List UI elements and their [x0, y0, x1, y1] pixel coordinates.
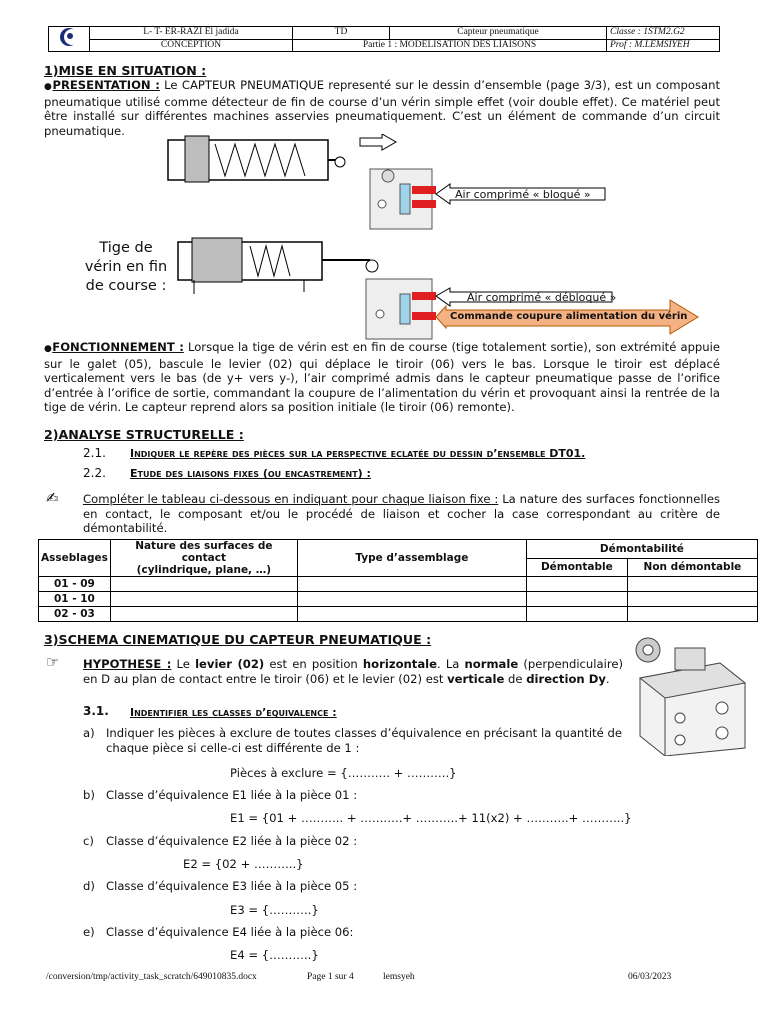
pencil-icon: ✍: [46, 489, 59, 507]
section-2-title: 2)ANALYSE STRUCTURELLE :: [44, 427, 244, 442]
demontable-cell[interactable]: [526, 607, 627, 622]
liaisons-table: [38, 539, 758, 622]
instruction-paragraph: Compléter le tableau ci-dessous en indiquant pour chaque liaison fixe : La nature des surfaces fonctionnelles en contact, le composant et/ou le procédé de liaison et cocher la case correspondant au critère de démontabilité.: [83, 492, 720, 536]
type-cell[interactable]: [297, 577, 526, 592]
q31-number: 3.1.: [83, 704, 109, 718]
discipline: CONCEPTION: [90, 39, 293, 52]
hypothesis-paragraph: HYPOTHESE : Le levier (02) est en position horizontale. La normale (perpendiculaire) en D au plan de contact entre le tiroir (06) et le levier (02) est verticale de direction Dy.: [83, 657, 623, 686]
header-table: [48, 26, 720, 52]
qa-marker: a): [83, 726, 95, 740]
col-type: Type d’assemblage: [297, 540, 526, 577]
table-row: 01 - 09: [39, 577, 758, 592]
qa-answer: Pièces à exclure = {……….. + ………..}: [230, 766, 457, 780]
section-3-title: 3)SCHEMA CINEMATIQUE DU CAPTEUR PNEUMATIQUE :: [44, 632, 432, 647]
school-name: L- T- ER-RAZI El jadida: [90, 27, 293, 40]
non-demontable-cell[interactable]: [627, 577, 757, 592]
qd-marker: d): [83, 879, 95, 893]
prof-name: Prof : M.LEMSIYEH: [607, 39, 720, 52]
q22-text: Etude des liaisons fixes (ou encastrement) :: [130, 467, 371, 480]
logo-icon: [58, 27, 80, 47]
qa-text: Indiquer les pièces à exclure de toutes classes d’équivalence en précisant la quantité de chaque pièce si celle-ci est différente de 1 :: [106, 726, 622, 755]
non-demontable-cell[interactable]: [627, 592, 757, 607]
type-cell[interactable]: [297, 607, 526, 622]
demontable-cell[interactable]: [526, 592, 627, 607]
fonctionnement-paragraph: ●FONCTIONNEMENT : Lorsque la tige de vérin est en fin de course (tige totalement sortie), son extrémité appuie sur le galet (05), bascule le levier (02) qui déplace le tiroir (06) vers le bas. Lorsque le tiroir est déplacé verticalement vers le bas (de y+ vers y-), l’air comprimé admis dans le capteur pneumatique passe de l’orifice d’entrée à l’orifice de sortie, commandant la coupure de l’alimentation du vérin et provoquant ainsi la rentrée de la tige de vérin. Le capteur reprend alors sa position initiale (le tiroir (06) remonte).: [44, 340, 720, 415]
qc-answer: E2 = {02 + ………..}: [183, 857, 304, 871]
footer-path: /conversion/tmp/activity_task_scratch/649010835.docx: [46, 972, 257, 982]
col-non-demontable: Non démontable: [627, 558, 757, 577]
footer-author: lemsyeh: [383, 972, 415, 982]
school-logo: [49, 27, 90, 52]
figure-caption: Tige de vérin en fin de course :: [84, 240, 168, 294]
qd-answer: E3 = {………..}: [230, 903, 319, 917]
qd-text: Classe d’équivalence E3 liée à la pièce 05 :: [106, 879, 358, 893]
section-1-title: 1)MISE EN SITUATION :: [44, 63, 207, 78]
qe-answer: E4 = {………..}: [230, 948, 319, 962]
qb-text: Classe d’équivalence E1 liée à la pièce 01 :: [106, 788, 358, 802]
sensor-perspective-image: [610, 628, 760, 756]
qe-text: Classe d’équivalence E4 liée à la pièce 06:: [106, 925, 354, 939]
air-unblocked-label: Air comprimé « débloqué »: [467, 291, 617, 304]
presentation-paragraph: ●PRESENTATION : Le CAPTEUR PNEUMATIQUE representé sur le dessin d’ensemble (page 3/3), est un composant pneumatique utilisé comme détecteur de fin de course d’un vérin simple effet (voir double effet). Ce matériel peut être installé sur différentes machines asservies pneumatiquement. C’est un élément de commande d’un circuit pneumatique.: [44, 78, 720, 138]
class-label: Classe : 1STM2.G2: [607, 27, 720, 40]
q21-number: 2.1.: [83, 446, 106, 460]
table-row: 02 - 03: [39, 607, 758, 622]
qb-answer: E1 = {01 + ……….. + ………..+ ………..+ 11(x2) + ………..+ ………..}: [230, 811, 632, 825]
part-title: Partie 1 : MODELISATION DES LIAISONS: [293, 39, 607, 52]
qc-marker: c): [83, 834, 94, 848]
footer-date: 06/03/2023: [628, 972, 672, 982]
col-assemblages: Asseblages: [39, 540, 111, 577]
q31-text: Indentifier les classes d’equivalence :: [130, 706, 337, 719]
nature-cell[interactable]: [110, 592, 297, 607]
qb-marker: b): [83, 788, 95, 802]
nature-cell[interactable]: [110, 577, 297, 592]
doc-type: TD: [293, 27, 390, 40]
demontable-cell[interactable]: [526, 577, 627, 592]
qc-text: Classe d’équivalence E2 liée à la pièce 02 :: [106, 834, 358, 848]
type-cell[interactable]: [297, 592, 526, 607]
non-demontable-cell[interactable]: [627, 607, 757, 622]
col-demontabilite: Démontabilité: [526, 540, 757, 559]
qe-marker: e): [83, 925, 95, 939]
air-blocked-label: Air comprimé « bloqué »: [455, 188, 591, 201]
q22-number: 2.2.: [83, 466, 106, 480]
q21-text: Indiquer le repère des pièces sur la perspective eclatée du dessin d’ensemble DT01.: [130, 447, 586, 460]
pointing-hand-icon: ☞: [46, 653, 60, 671]
doc-subject: Capteur pneumatique: [390, 27, 607, 40]
col-nature: Nature des surfaces de contact (cylindrique, plane, …): [110, 540, 297, 577]
footer-page: Page 1 sur 4: [307, 972, 354, 982]
nature-cell[interactable]: [110, 607, 297, 622]
table-row: 01 - 10: [39, 592, 758, 607]
command-label: Commande coupure alimentation du vérin: [450, 311, 688, 322]
col-demontable: Démontable: [526, 558, 627, 577]
